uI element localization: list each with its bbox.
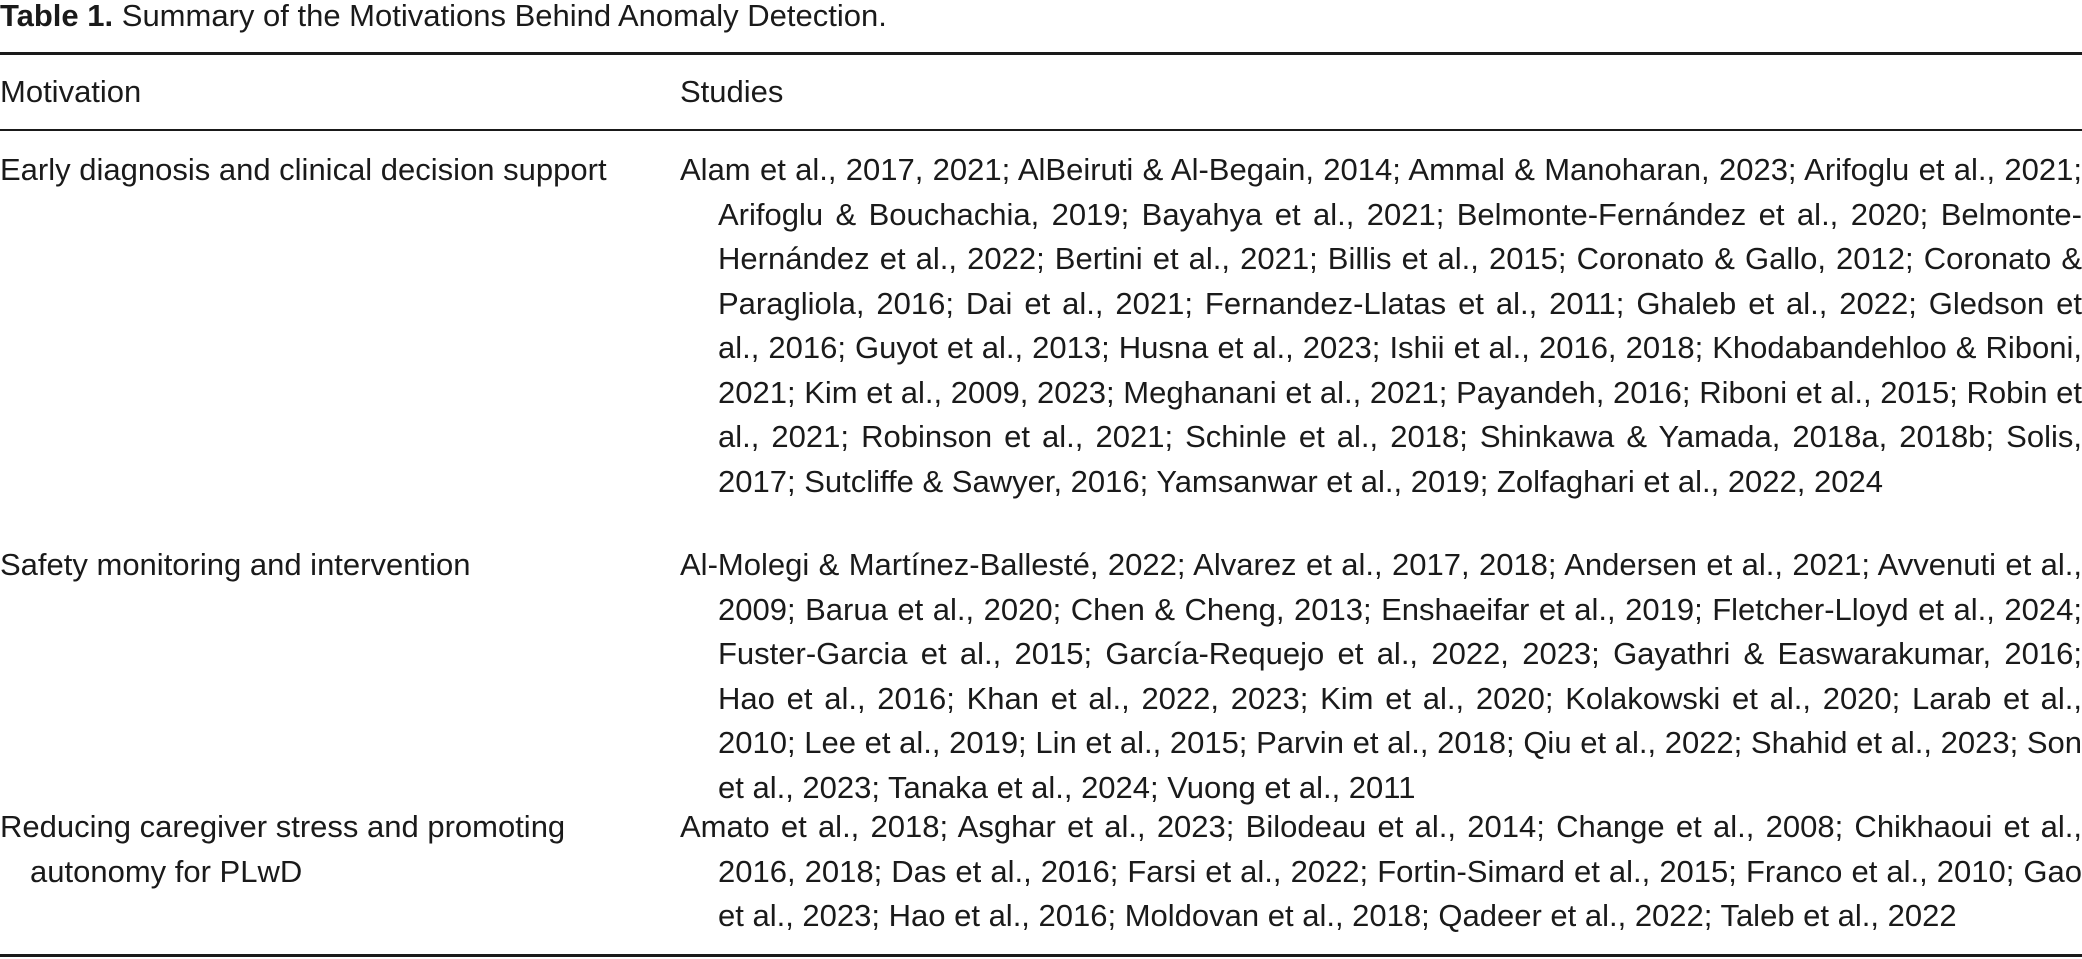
studies-cell: Alam et al., 2017, 2021; AlBeiruti & Al-Begain, 2014; Ammal & Manoharan, 2023; Arifoglu et al., 2021; Arifoglu & Bouchachia, 2019; Bayahya et al., 2021; Belmonte-Fernández et al., 2020; Belmonte-Hernández et al., 2022; Bertini et al., 2021; Billis et al., 2015; Coronato & Gallo, 2012; Coronato & Paragliola, 2016; Dai et al., 2021; Fernandez-Llatas et al., 2011; Ghaleb et al., 2022; Gledson et al., 2016; Guyot et al., 2013; Husna et al., 2023; Ishii et al., 2016, 2018; Khodabandehloo & Riboni, 2021; Kim et al., 2009, 2023; Meghanani et al., 2021; Payandeh, 2016; Riboni et al., 2015; Robin et al., 2021; Robinson et al., 2021; Schinle et al., 2018; Shinkawa & Yamada, 2018a, 2018b; Solis, 2017; Sutcliffe & Sawyer, 2016; Yamsanwar et al., 2019; Zolfaghari et al., 2022, 2024: [680, 152, 2082, 499]
motivation-cell: Reducing caregiver stress and promoting autonomy for PLwD: [0, 809, 566, 889]
motivation-cell: Safety monitoring and intervention: [0, 547, 471, 582]
header-motivation: Motivation: [0, 74, 142, 109]
studies-cell: Al-Molegi & Martínez-Ballesté, 2022; Alvarez et al., 2017, 2018; Andersen et al., 2021; Avvenuti et al., 2009; Barua et al., 2020; Chen & Cheng, 2013; Enshaeifar et al., 2019; Fletcher-Lloyd et al., 2024; Fuster-Garcia et al., 2015; García-Requejo et al., 2022, 2023; Gayathri & Easwarakumar, 2016; Hao et al., 2016; Khan et al., 2022, 2023; Kim et al., 2020; Kolakowski et al., 2020; Larab et al., 2010; Lee et al., 2019; Lin et al., 2015; Parvin et al., 2018; Qiu et al., 2022; Shahid et al., 2023; Son et al., 2023; Tanaka et al., 2024; Vuong et al., 2011: [680, 547, 2082, 805]
table-header-row: [0, 70, 2082, 114]
header-studies: Studies: [680, 74, 784, 109]
table-title: Summary of the Motivations Behind Anomaly Detection.: [121, 0, 887, 33]
bottom-rule: [0, 954, 2082, 957]
top-rule: [0, 52, 2082, 55]
header-rule: [0, 129, 2082, 131]
table-label: Table 1.: [0, 0, 114, 33]
table-caption: [0, 0, 887, 36]
motivation-cell: Early diagnosis and clinical decision support: [0, 152, 607, 187]
studies-cell: Amato et al., 2018; Asghar et al., 2023; Bilodeau et al., 2014; Change et al., 2008; Chikhaoui et al., 2016, 2018; Das et al., 2016; Farsi et al., 2022; Fortin-Simard et al., 2015; Franco et al., 2010; Gao et al., 2023; Hao et al., 2016; Moldovan et al., 2018; Qadeer et al., 2022; Taleb et al., 2022: [680, 809, 2082, 933]
